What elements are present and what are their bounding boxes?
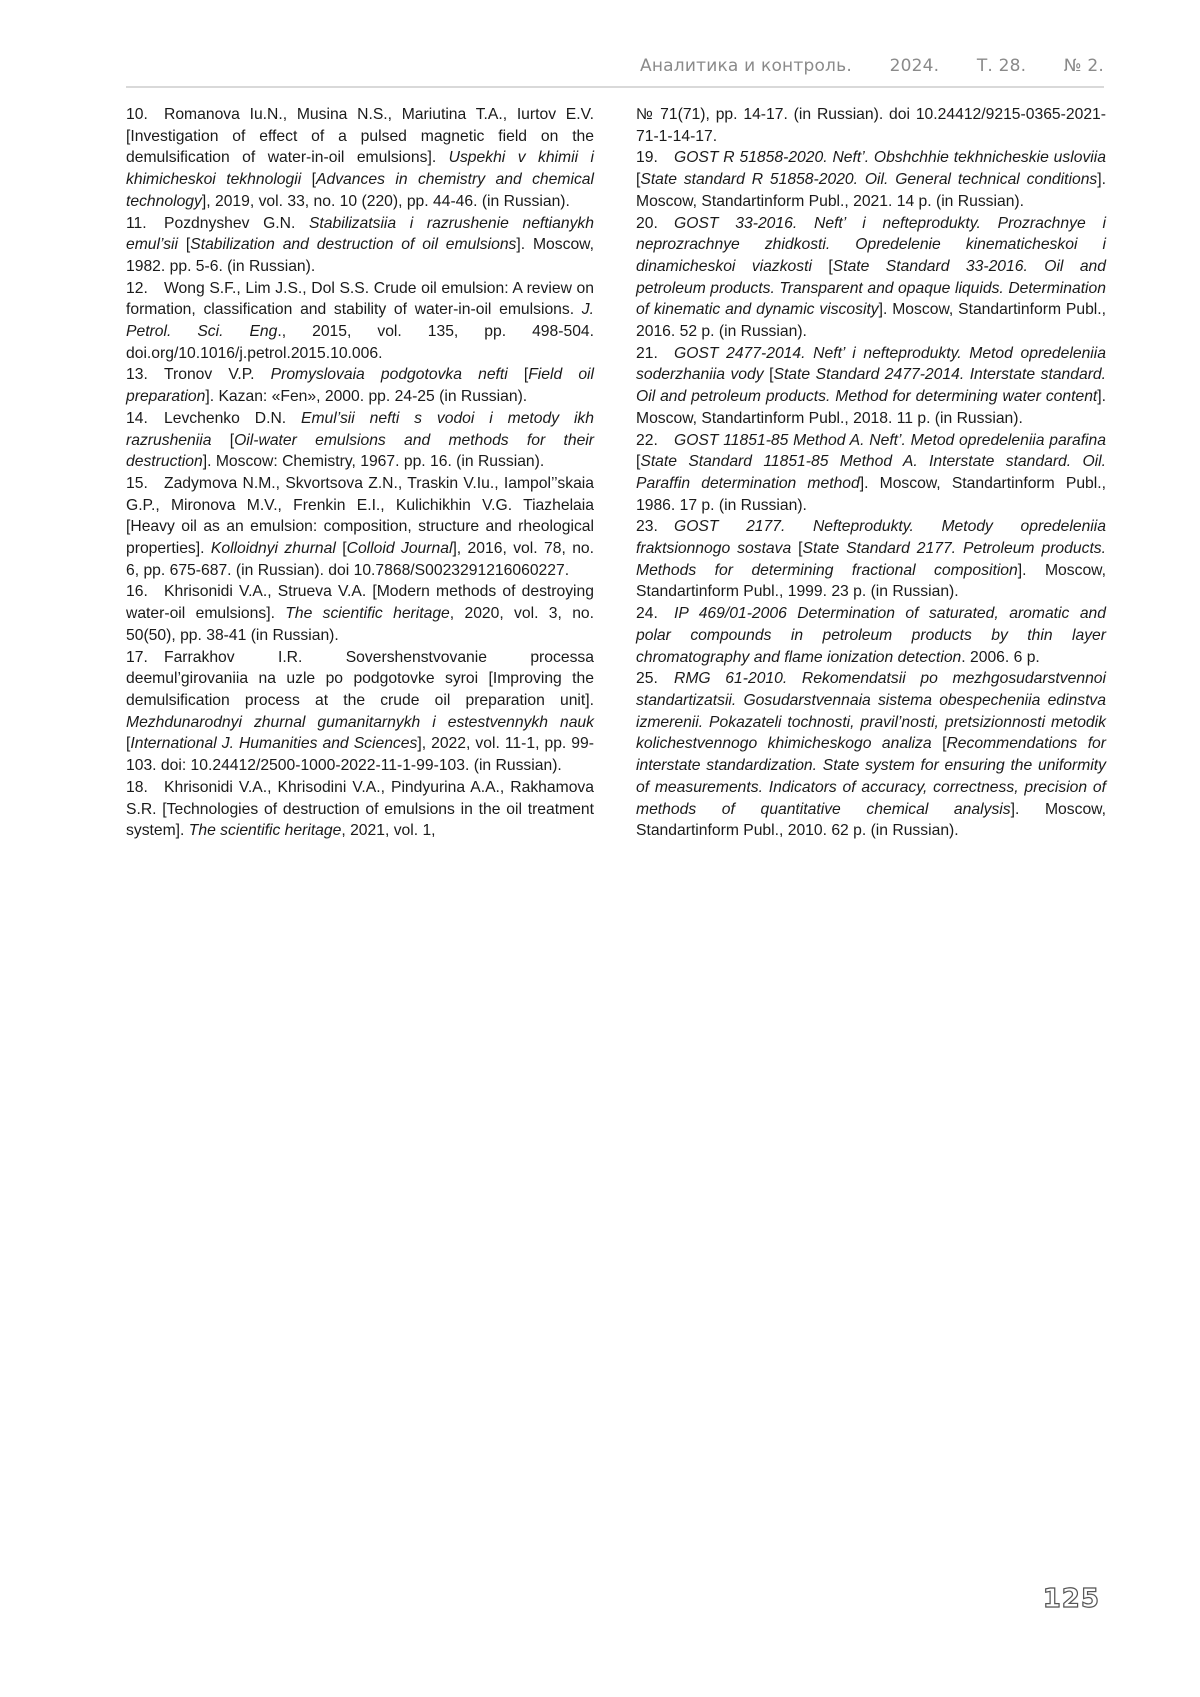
reference-number: 16. (126, 583, 148, 601)
reference-title-italic: Field oil preparation (126, 366, 595, 406)
reference-text: Zadymova N.M., Skvortsova Z.N., Traskin V.Iu., Iampol’’skaia G.P., Mironova M.V., Frenkin E.I., Kulichikhin V.G. Tiazhelaia [Heavy oil as an emulsion: composition, structure and rheological properties]. (126, 474, 594, 558)
reference-entry (636, 147, 1106, 212)
reference-text: ., 2015, vol. 135, pp. 498-504. doi.org/10.1016/j.petrol.2015.10.006. (126, 323, 594, 362)
reference-number: 20. (636, 214, 658, 232)
reference-number: 19. (636, 149, 658, 167)
reference-entry (636, 603, 1106, 668)
reference-title-italic: Emul’sii nefti s vodoi i metody ikh razrusheniia (126, 409, 594, 449)
reference-text: ]. Kazan: «Fen», 2000. pp. 24-25 (in Russian). (205, 388, 528, 406)
reference-number: 21. (636, 344, 658, 362)
reference-text: . 2006. 6 p. (961, 648, 1040, 666)
reference-entry (636, 343, 1106, 430)
reference-title-italic: International J. Humanities and Sciences (130, 735, 418, 753)
reference-title-italic: Uspekhi v khimii i khimicheskoi tekhnologii (126, 149, 594, 189)
reference-title-italic: Oil-water emulsions and methods for their destruction (126, 431, 595, 471)
reference-text: Wong S.F., Lim J.S., Dol S.S. Crude oil emulsion: A review on formation, classification and stability of water-in-oil emulsions. (126, 279, 594, 319)
reference-text: Tronov V.P. (164, 366, 271, 384)
reference-entry (126, 777, 594, 842)
reference-title-italic: GOST 11851-85 Method A. Neft’. Metod opredeleniia parafina (674, 431, 1106, 449)
reference-text: [ (301, 171, 317, 189)
reference-title-italic: Mezhdunarodnyi zhurnal gumanitarnykh i estestvennykh nauk (126, 713, 594, 731)
reference-entry (636, 516, 1106, 603)
reference-text: Khrisonidi V.A., Khrisodini V.A., Pindyurina A.A., Rakhamova S.R. [Technologies of destruction of emulsions in the oil treatment system]. (126, 778, 594, 840)
reference-entry (126, 473, 594, 582)
reference-number: 15. (126, 474, 148, 492)
reference-number: 12. (126, 279, 148, 297)
reference-title-italic: Kolloidnyi zhurnal (210, 540, 336, 558)
reference-text: [ (763, 366, 774, 384)
reference-entry (636, 668, 1106, 842)
journal-issue: № 2. (1063, 56, 1104, 76)
reference-number: 10. (126, 106, 148, 123)
journal-title: Аналитика и контроль. (640, 56, 852, 76)
reference-title-italic: Promyslovaia podgotovka nefti (270, 366, 508, 384)
reference-title-italic: State Standard 2177. Petroleum products. Methods for determining fractional composition (636, 540, 1106, 579)
reference-entry (636, 430, 1106, 517)
reference-text: ]. Moscow, Standartinform Publ., 2018. 11 p. (in Russian). (636, 388, 1106, 427)
reference-text: [ (636, 453, 641, 471)
reference-entry (636, 104, 1106, 147)
reference-entry (126, 408, 594, 473)
reference-title-italic: Recommendations for interstate standardization. State system for ensuring the uniformity of measurements. Indicators of accuracy, correctness, precision of methods of quantitative chemical analysis (636, 735, 1107, 818)
reference-text: ]. Moscow, Standartinform Publ., 1999. 23 p. (in Russian). (636, 561, 1106, 601)
reference-title-italic: State Standard 33-2016. Oil and petroleum products. Transparent and opaque liquids. Determination of kinematic and dynamic viscosity (636, 257, 1107, 319)
reference-text: № 71(71), pp. 14-17. (in Russian). doi 10.24412/9215-0365-2021-71-1-14-17. (636, 106, 1106, 145)
reference-text: Romanova Iu.N., Musina N.S., Mariutina T.A., Iurtov E.V. [Investigation of effect of a pulsed magnetic field on the demulsification of water-in-oil emulsions]. (126, 106, 594, 167)
reference-text: [ (811, 257, 833, 275)
journal-volume: Т. 28. (976, 56, 1027, 76)
reference-text: ], 2022, vol. 11-1, pp. 99-103. doi: 10.24412/2500-1000-2022-11-1-99-103. (in Russian). (126, 735, 594, 775)
reference-text: [ (931, 735, 947, 753)
reference-title-italic: GOST 2477-2014. Neft’ i nefteprodukty. Metod opredeleniia soderzhaniia vody (636, 344, 1106, 384)
reference-title-italic: State standard R 51858-2020. Oil. General technical conditions (640, 171, 1098, 189)
journal-year: 2024. (889, 56, 940, 76)
reference-number: 13. (126, 366, 148, 384)
reference-number: 17. (126, 648, 148, 666)
reference-number: 24. (636, 605, 658, 623)
references-right-column (636, 104, 1106, 842)
reference-text: ]. Moscow, Standartinform Publ., 2010. 62 p. (in Russian). (636, 800, 1107, 840)
reference-title-italic: Stabilizatsiia i razrushenie neftianykh emul’sii (126, 214, 594, 254)
reference-entry (126, 581, 594, 646)
reference-text: [ (636, 171, 641, 189)
reference-entry (636, 213, 1106, 343)
reference-entry (126, 213, 594, 278)
reference-entry (126, 104, 594, 213)
reference-title-italic: Advances in chemistry and chemical technology (126, 171, 594, 210)
reference-number: 22. (636, 431, 658, 449)
reference-text: Levchenko D.N. (164, 409, 302, 427)
reference-text: [ (178, 236, 191, 254)
reference-text: ]. Moscow, Standartinform Publ., 2016. 52 p. (in Russian). (636, 301, 1106, 341)
reference-title-italic: IP 469/01-2006 Determination of saturated, aromatic and polar compounds in petroleum products by thin layer chromatography and flame ionization detection (636, 605, 1106, 666)
reference-text: , 2020, vol. 3, no. 50(50), pp. 38-41 (in Russian). (126, 605, 595, 644)
reference-number: 14. (126, 409, 148, 427)
reference-title-italic: GOST 2177. Nefteprodukty. Metody opredeleniia fraktsionnogo sostava (636, 518, 1106, 558)
reference-text: Farrakhov I.R. Sovershenstvovanie processa deemul’girovaniia na uzle po podgotovke syroi [Improving the demulsification process at the crude oil preparation unit]. (126, 648, 594, 709)
reference-number: 25. (636, 670, 658, 688)
reference-number: 18. (126, 778, 148, 796)
reference-text: ], 2019, vol. 33, no. 10 (220), pp. 44-46. (in Russian). (201, 192, 570, 210)
reference-title-italic: RMG 61-2010. Rekomendatsii po mezhgosudarstvennoi standartizatsii. Gosudarstvennaia sistema obespecheniia edinstva izmerenii. Pokazateli tochnosti, pravil’nosti, pretsizionnosti metodik kolichestvennogo khimicheskogo analiza (636, 670, 1106, 753)
reference-text: [ (126, 735, 131, 753)
reference-text: [ (791, 540, 803, 558)
reference-text: ]. Moscow, 1982. pp. 5-6. (in Russian). (126, 236, 594, 275)
reference-entry (126, 647, 594, 777)
reference-title-italic: GOST R 51858-2020. Neft’. Obshchhie tekhnicheskie usloviia (674, 149, 1106, 167)
reference-text: Khrisonidi V.A., Strueva V.A. [Modern methods of destroying water-oil emulsions]. (126, 583, 594, 623)
reference-number: 23. (636, 518, 658, 536)
reference-title-italic: State Standard 2477-2014. Interstate standard. Oil and petroleum products. Method for determining water content (636, 366, 1107, 406)
reference-entry (126, 278, 594, 365)
reference-text: Pozdnyshev G.N. (164, 214, 309, 232)
reference-title-italic: State Standard 11851-85 Method A. Interstate standard. Oil. Paraffin determination method (636, 453, 1106, 492)
reference-title-italic: J. Petrol. Sci. Eng (126, 301, 594, 341)
reference-text: [ (507, 366, 529, 384)
reference-text: [ (335, 540, 347, 558)
running-header (126, 56, 1104, 88)
journal-citation (608, 56, 1104, 76)
reference-title-italic: The scientific heritage (188, 822, 342, 840)
reference-text: ]. Moscow, Standartinform Publ., 2021. 14 p. (in Russian). (636, 171, 1106, 210)
reference-text: ]. Moscow, Standartinform Publ., 1986. 17 p. (in Russian). (636, 474, 1106, 514)
reference-text: , 2021, vol. 1, (341, 822, 436, 840)
reference-title-italic: GOST 33-2016. Neft’ i nefteprodukty. Prozrachnye i neprozrachnye zhidkosti. Opredelenie kinematicheskoi i dinamicheskoi viazkosti (636, 214, 1106, 275)
reference-text: [ (211, 431, 235, 449)
reference-text: ], 2016, vol. 78, no. 6, pp. 675-687. (in Russian). doi 10.7868/S0023291216060227. (126, 540, 594, 579)
reference-text: ]. Moscow: Chemistry, 1967. pp. 16. (in Russian). (202, 453, 545, 471)
page-number: 125 (1042, 1584, 1100, 1614)
reference-number: 11. (126, 214, 147, 232)
reference-title-italic: The scientific heritage (285, 605, 450, 623)
reference-entry (126, 364, 594, 407)
reference-title-italic: Stabilization and destruction of oil emulsions (190, 236, 517, 254)
references-left-column (126, 104, 594, 842)
reference-title-italic: Colloid Journal (346, 540, 453, 558)
